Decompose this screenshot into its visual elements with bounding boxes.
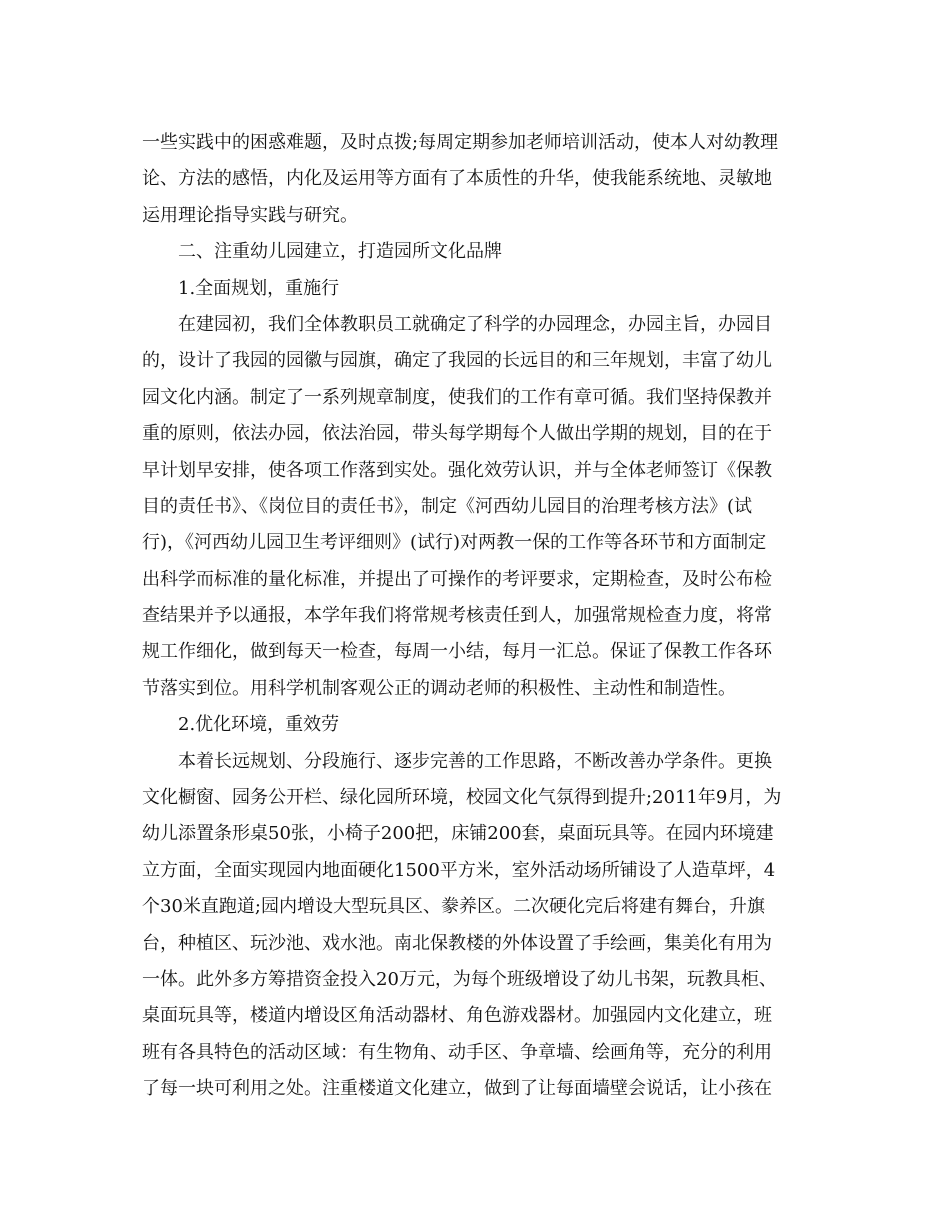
text-line: 桌面玩具等，楼道内增设区角活动器材、角色游戏器材。加强园内文化建立，班 bbox=[142, 1005, 772, 1027]
text-line: 论、方法的感悟，内化及运用等方面有了本质性的升华，使我能系统地、灵敏地 bbox=[142, 168, 772, 190]
text-line: 在建园初，我们全体教职员工就确定了科学的办园理念，办园主旨，办园目 bbox=[178, 313, 772, 335]
text-line: 查结果并予以通报，本学年我们将常规考核责任到人，加强常规检查力度，将常 bbox=[142, 605, 772, 627]
text-line: 了每一块可利用之处。注重楼道文化建立，做到了让每面墙壁会说话，让小孩在 bbox=[142, 1078, 772, 1100]
text-line: 文化橱窗、园务公开栏、绿化园所环境，校园文化气氛得到提升;2011年9月，为 bbox=[142, 787, 782, 809]
text-line: 幼儿添置条形桌50张，小椅子200把，床铺200套，桌面玩具等。在园内环境建 bbox=[142, 823, 774, 845]
text-line: 本着长远规划、分段施行、逐步完善的工作思路，不断改善办学条件。更换 bbox=[178, 750, 772, 772]
text-line: 园文化内涵。制定了一系列规章制度，使我们的工作有章可循。我们坚持保教并 bbox=[142, 386, 772, 408]
text-line: 早计划早安排，使各项工作落到实处。强化效劳认识，并与全体老师签订《保教 bbox=[142, 459, 772, 481]
document-body bbox=[142, 125, 810, 1108]
text-line: 二、注重幼儿园建立，打造园所文化品牌 bbox=[178, 241, 502, 263]
text-line: 一些实践中的困惑难题，及时点拨;每周定期参加老师培训活动，使本人对幼教理 bbox=[142, 132, 779, 153]
text-line: 运用理论指导实践与研究。 bbox=[142, 204, 358, 226]
text-line: 台，种植区、玩沙池、戏水池。南北保教楼的外体设置了手绘画，集美化有用为 bbox=[142, 932, 772, 954]
text-line: 的，设计了我园的园徽与园旗，确定了我园的长远目的和三年规划，丰富了幼儿 bbox=[142, 350, 772, 372]
text-line: 目的责任书》、《岗位目的责任书》，制定《河西幼儿园目的治理考核方法》(试 bbox=[142, 495, 753, 517]
text-line: 班有各具特色的活动区域：有生物角、动手区、争章墙、绘画角等，充分的利用 bbox=[142, 1041, 772, 1063]
text-line: 规工作细化，做到每天一检查，每周一小结，每月一汇总。保证了保教工作各环 bbox=[142, 641, 772, 663]
text-line: 行)，《河西幼儿园卫生考评细则》(试行)对两教一保的工作等各环节和方面制定 bbox=[142, 532, 767, 554]
text-line: 1.全面规划，重施行 bbox=[178, 277, 340, 299]
text-line: 立方面，全面实现园内地面硬化1500平方米，室外活动场所铺设了人造草坪，4 bbox=[142, 859, 776, 881]
text-line: 个30米直跑道;园内增设大型玩具区、豢养区。二次硬化完后将建有舞台，升旗 bbox=[142, 896, 765, 918]
text-line: 出科学而标准的量化标准，并提出了可操作的考评要求，定期检查，及时公布检 bbox=[142, 568, 772, 590]
text-line: 节落实到位。用科学机制客观公正的调动老师的积极性、主动性和制造性。 bbox=[142, 677, 736, 699]
text-line: 重的原则，依法办园，依法治园，带头每学期每个人做出学期的规划，目的在于 bbox=[142, 423, 772, 445]
text-line: 一体。此外多方筹措资金投入20万元，为每个班级增设了幼儿书架，玩教具柜、 bbox=[142, 968, 777, 990]
text-line: 2.优化环境，重效劳 bbox=[178, 714, 340, 736]
